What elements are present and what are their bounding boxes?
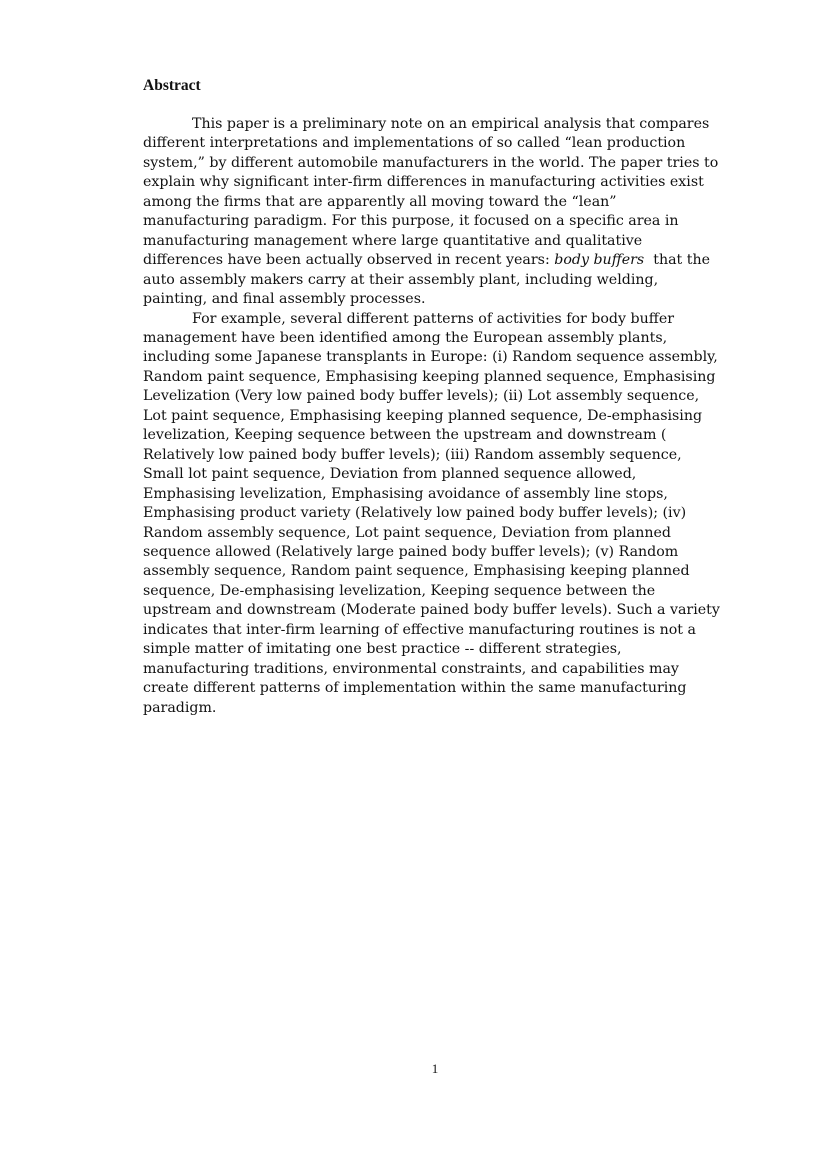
paragraph-1-emphasis: body buffers (554, 252, 645, 269)
abstract-paragraph-2: For example, several different patterns of activities for body buffer management have been identified among the European assembly plants, including some Japanese transplants in Europe: (i) Random sequence assembly, Random paint sequence, Emphasising keeping planned sequence, Emphasising Levelization (Very low pained body buffer levels); (ii) Lot assembly sequence, Lot paint sequence, Emphasising keeping planned sequence, De-emphasising levelization, Keeping sequence between the upstream and downstream ( Relatively low pained body buffer levels); (iii) Random assembly sequence, Small lot paint sequence, Deviation from planned sequence allowed, Emphasising levelization, Emphasising avoidance of assembly line stops, Emphasising product variety (Relatively low pained body buffer levels); (iv) Random assembly sequence, Lot paint sequence, Deviation from planned sequence allowed (Relatively large pained body buffer levels); (v) Random assembly sequence, Random paint sequence, Emphasising keeping planned sequence, De-emphasising levelization, Keeping sequence between the upstream and downstream (Moderate pained body buffer levels). Such a variety indicates that inter-firm learning of effective manufacturing routines is not a simple matter of imitating one best practice -- different strategies, manufacturing traditions, environmental constraints, and capabilities may create different patterns of implementation within the same manufacturing paradigm. (143, 310, 720, 716)
page-number: 1 (431, 1061, 439, 1076)
paragraph-1-text-start: This paper is a preliminary note on an empirical analysis that compares different interpretations and implementations of so called “lean production system,” by different automobile manufacturers in the world. The paper tries to explain why significant inter-firm differences in manufacturing activities exist among the firms that are apparently all moving toward the “lean” manufacturing paradigm. For this purpose, it focused on a specific area in manufacturing management where large quantitative and qualitative differences have been actually observed in recent years: (143, 116, 719, 269)
abstract-paragraph-1 (143, 115, 723, 310)
paragraph-1-text-end: that the auto assembly makers carry at their assembly plant, including welding, painting, and final assembly processes. (143, 252, 715, 308)
abstract-body (143, 115, 723, 718)
section-heading: Abstract (143, 77, 201, 94)
